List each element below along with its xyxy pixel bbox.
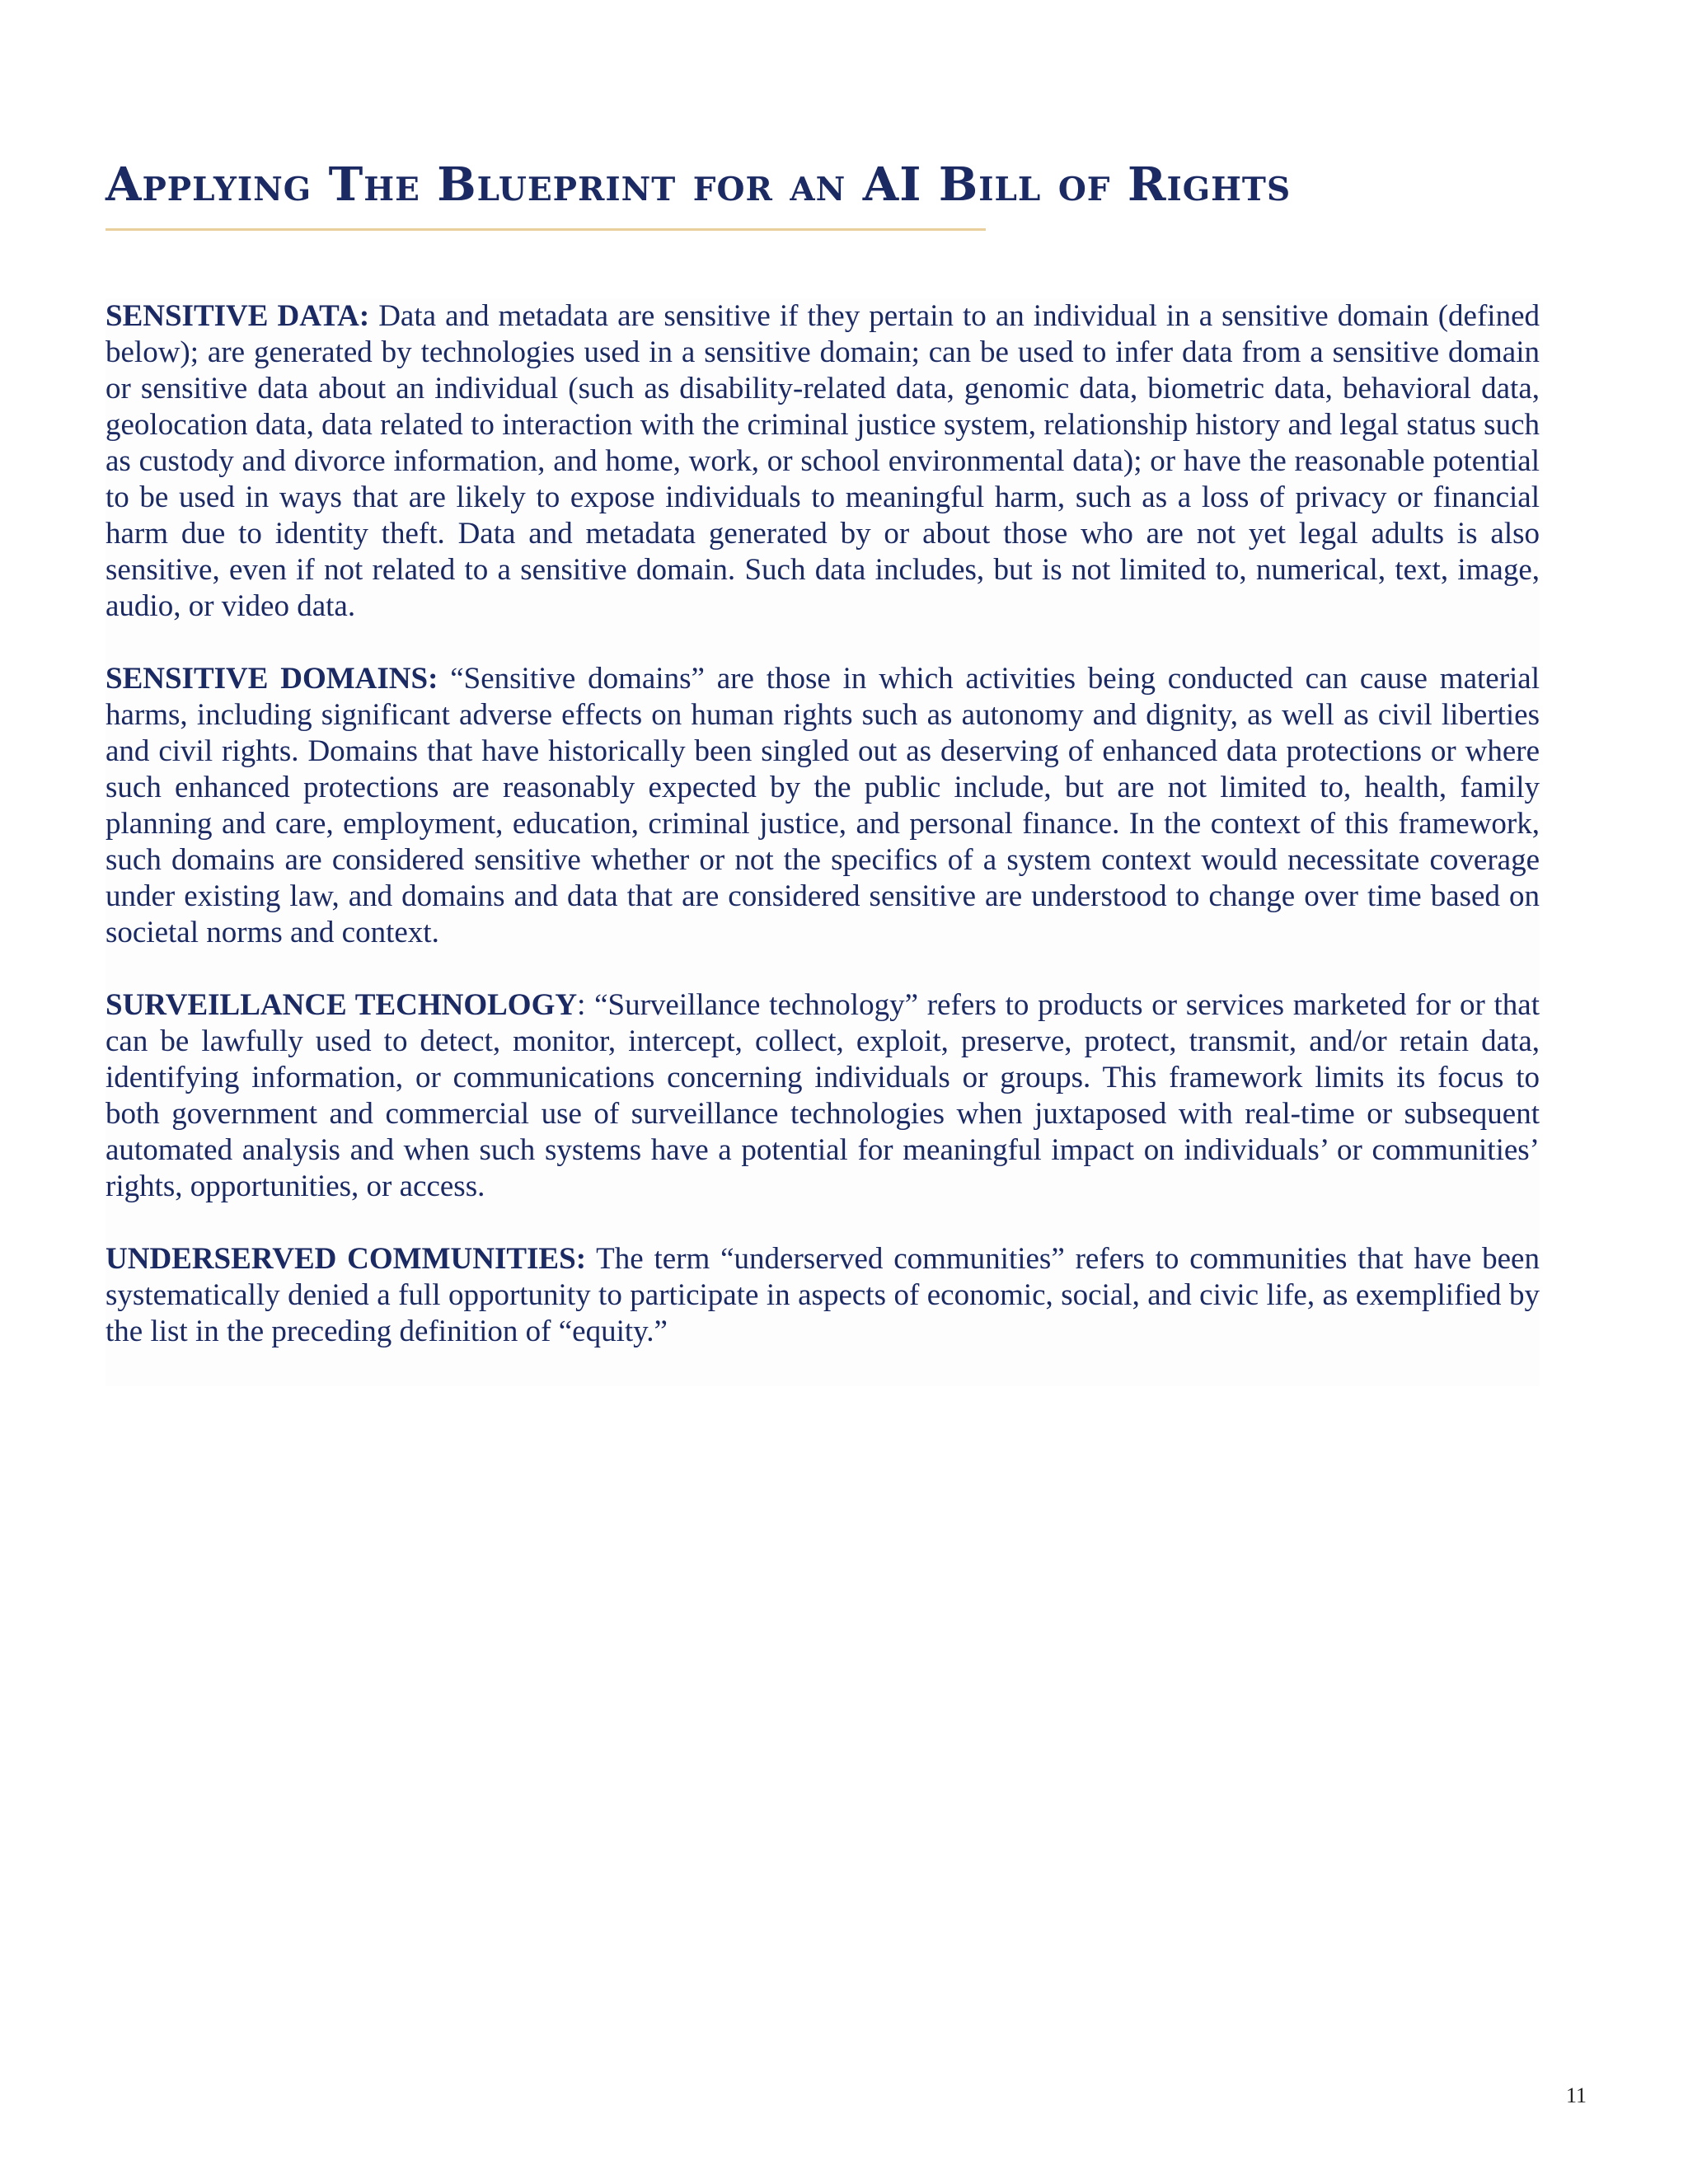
- definition-term: SENSITIVE DOMAINS:: [106, 662, 438, 696]
- definition-text: : “Surveillance technology” refers to products or services marketed for or that can be lawfully used to detect, monitor, intercept, collect, exploit, preserve, protect, transmit, and/or retain data, identifying information, or communications concerning individuals or groups. This framework limits its focus to both government and commercial use of surveillance technologies when juxtaposed with real-time or subsequent automated analysis and when such systems have a potential for meaningful impact on individuals’ or communities’ rights, opportunities, or access.: [106, 988, 1540, 1203]
- definition-surveillance-technology: [106, 987, 1540, 1205]
- definition-sensitive-data: [106, 298, 1540, 625]
- definition-text: “Sensitive domains” are those in which activities being conducted can cause material harms, including significant adverse effects on human rights such as autonomy and dignity, as well as civil liberties and civil rights. Domains that have historically been singled out as deserving of enhanced data protections or where such enhanced protections are reasonably expected by the public include, but are not limited to, health, family planning and care, employment, education, criminal justice, and personal finance. In the context of this framework, such domains are considered sensitive whether or not the specifics of a system context would necessitate coverage under existing law, and domains and data that are considered sensitive are understood to change over time based on societal norms and context.: [106, 662, 1540, 949]
- definitions-section: [106, 298, 1540, 1386]
- definition-text: The term “underserved communities” refers to communities that have been systematically denied a full opportunity to participate in aspects of economic, social, and civic life, as exemplified by the list in the preceding definition of “equity.”: [106, 1242, 1540, 1348]
- definition-term: SENSITIVE DATA:: [106, 299, 370, 333]
- title-underline: [106, 228, 986, 231]
- page-title: Applying The Blueprint for an AI Bill of Rights: [106, 157, 1292, 212]
- page-number: 11: [1566, 2083, 1587, 2107]
- definition-sensitive-domains: [106, 661, 1540, 951]
- definition-term: UNDERSERVED COMMUNITIES:: [106, 1242, 587, 1276]
- definition-text: Data and metadata are sensitive if they pertain to an individual in a sensitive domain (defined below); are generated by technologies used in a sensitive domain; can be used to infer data from a sensitive domain or sensitive data about an individual (such as disability-related data, genomic data, biometric data, behavioral data, geolocation data, data related to interaction with the criminal justice system, relationship history and legal status such as custody and divorce information, and home, work, or school environmental data); or have the reasonable potential to be used in ways that are likely to expose individuals to meaningful harm, such as a loss of privacy or financial harm due to identity theft. Data and metadata generated by or about those who are not yet legal adults is also sensitive, even if not related to a sensitive domain. Such data includes, but is not limited to, numerical, text, image, audio, or video data.: [106, 299, 1540, 623]
- definition-term: SURVEILLANCE TECHNOLOGY: [106, 988, 578, 1022]
- definition-underserved-communities: [106, 1241, 1540, 1350]
